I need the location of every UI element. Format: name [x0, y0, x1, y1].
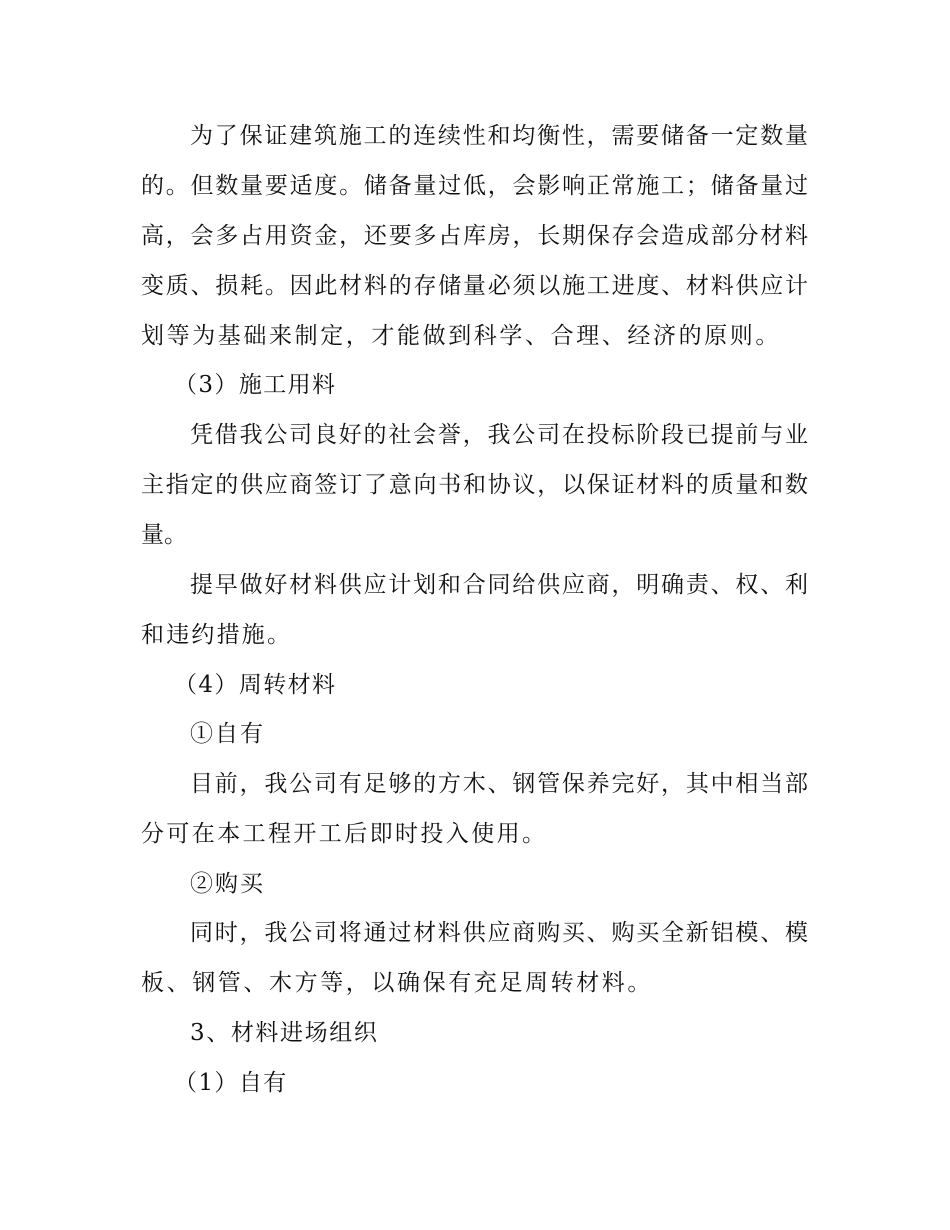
paragraph-2-line-1: 凭借我公司良好的社会誉，我公司在投标阶段已提前与业 [190, 422, 808, 448]
section-heading-4: （4）周转材料 [174, 672, 337, 698]
paragraph-2-line-2: 主指定的供应商签订了意向书和协议，以保证材料的质量和数 [141, 472, 808, 498]
paragraph-1-line-5: 划等为基础来制定，才能做到科学、合理、经济的原则。 [141, 323, 781, 349]
section-heading-material-entry: 3、材料进场组织 [190, 1020, 379, 1046]
subheading-purchase: ②购买 [190, 871, 265, 897]
subheading-owned: ①自有 [190, 721, 265, 747]
paragraph-1-line-3: 高，会多占用资金，还要多占库房，长期保存会造成部分材料 [141, 223, 808, 249]
paragraph-5-line-1: 同时，我公司将通过材料供应商购买、购买全新铝模、模 [190, 920, 808, 946]
paragraph-1-line-4: 变质、损耗。因此材料的存储量必须以施工进度、材料供应计 [141, 273, 808, 299]
paragraph-3-line-2: 和违约措施。 [141, 622, 293, 648]
paragraph-1-line-2: 的。但数量要适度。储备量过低，会影响正常施工；储备量过 [141, 173, 808, 199]
paragraph-1-line-1: 为了保证建筑施工的连续性和均衡性，需要储备一定数量 [190, 123, 808, 149]
subsection-heading-1-owned: （1）自有 [174, 1070, 288, 1096]
paragraph-2-line-3: 量。 [141, 522, 187, 548]
section-heading-3: （3）施工用料 [174, 372, 337, 398]
paragraph-3-line-1: 提早做好材料供应计划和合同给供应商，明确责、权、利 [190, 572, 808, 598]
paragraph-5-line-2: 板、钢管、木方等，以确保有充足周转材料。 [141, 970, 653, 996]
paragraph-4-line-1: 目前，我公司有足够的方木、钢管保养完好，其中相当部 [190, 771, 808, 797]
paragraph-4-line-2: 分可在本工程开工后即时投入使用。 [141, 821, 548, 847]
